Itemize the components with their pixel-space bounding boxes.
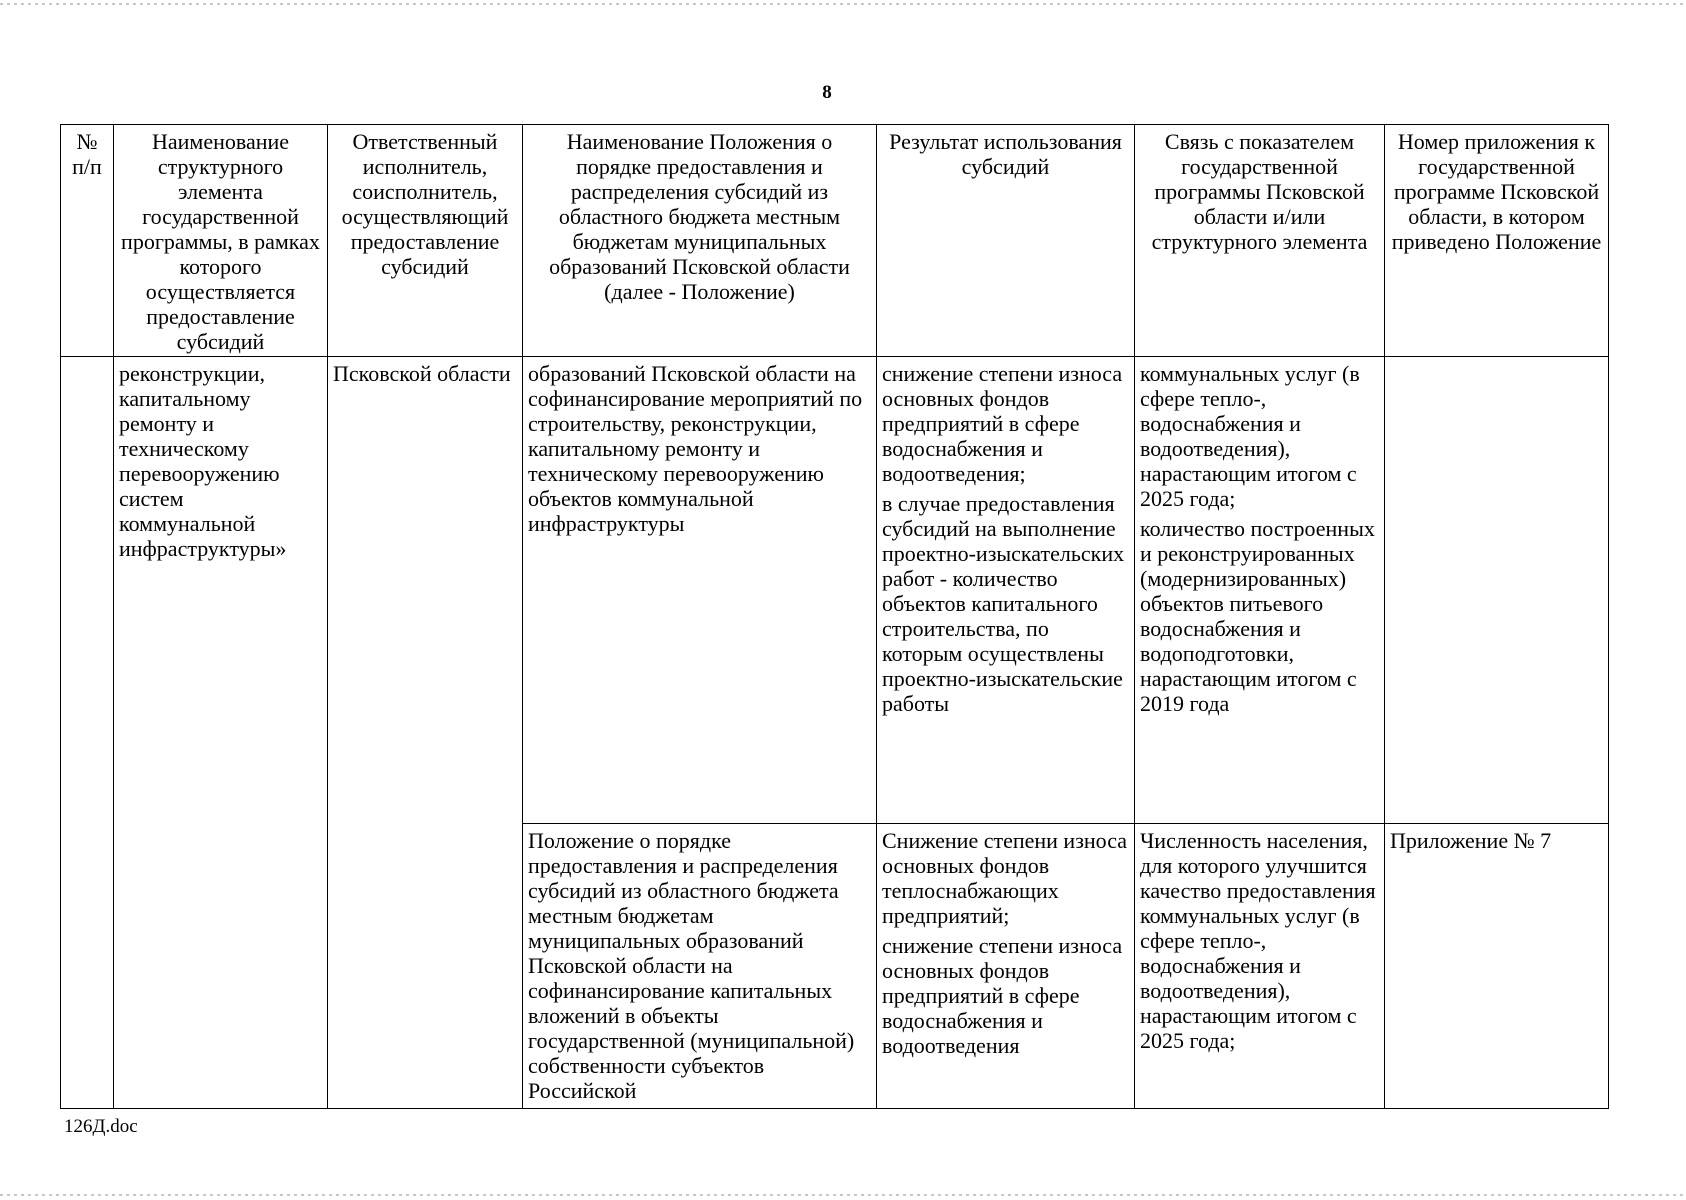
cell-regulation: образований Псковской области на софинансирование мероприятий по строительству, реконструкции, капитальному ремонту и техническому перевооружению объектов коммунальной инфраструктуры (523, 357, 877, 824)
footer-filename: 126Д.doc (64, 1116, 138, 1137)
table-header-row (61, 125, 1609, 357)
cell-executor: Псковской области (328, 357, 523, 1109)
cell-annex (1385, 357, 1609, 824)
indicator-text: коммунальных услуг (в сфере тепло-, водоснабжения и водоотведения), нарастающим итогом с 2025 года; (1140, 361, 1360, 511)
result-text: в случае предоставления субсидий на выполнение проектно-изыскательских работ - количество объектов капитального строительства, по которым осуществлены проектно-изыскательские работы (882, 491, 1125, 716)
header-structural-element: Наименование структурного элемента государственной программы, в рамках которого осуществляется предоставление субсидий (114, 125, 328, 357)
header-regulation-name: Наименование Положения о порядке предоставления и распределения субсидий из областного бюджета местным бюджетам муниципальных образований Псковской области (далее - Положение) (523, 125, 877, 357)
result-text: снижение степени износа основных фондов предприятий в сфере водоснабжения и водоотведения (882, 933, 1123, 1058)
table-row (61, 357, 1609, 824)
header-number: № п/п (61, 125, 114, 357)
scan-edge-top (0, 3, 1686, 5)
subsidy-table (60, 124, 1609, 1109)
header-result: Результат использования субсидий (877, 125, 1135, 357)
cell-number (61, 357, 114, 1109)
header-executor: Ответственный исполнитель, соисполнитель, осуществляющий предоставление субсидий (328, 125, 523, 357)
indicator-text: Численность населения, для которого улучшится качество предоставления коммунальных услуг (в сфере тепло-, водоснабжения и водоотведения), нарастающим итогом с 2025 года; (1140, 828, 1376, 1053)
header-indicator-link: Связь с показателем государственной программы Псковской области и/или структурного элемента (1135, 125, 1385, 357)
indicator-text: количество построенных и реконструированных (модернизированных) объектов питьевого водоснабжения и водоподготовки, нарастающим итогом с 2019 года (1140, 516, 1375, 716)
cell-result (877, 357, 1135, 824)
cell-indicator (1135, 357, 1385, 824)
cell-indicator (1135, 824, 1385, 1109)
cell-regulation: Положение о порядке предоставления и распределения субсидий из областного бюджета местным бюджетам муниципальных образований Псковской области на софинансирование капитальных вложений в объекты государственной (муниципальной) собственности субъектов Российской (523, 824, 877, 1109)
cell-structural-element: реконструкции, капитальному ремонту и техническому перевооружению систем коммунальной инфраструктуры» (114, 357, 328, 1109)
scan-edge-bottom (0, 1194, 1686, 1196)
cell-annex: Приложение № 7 (1385, 824, 1609, 1109)
page-number: 8 (822, 82, 832, 103)
cell-result (877, 824, 1135, 1109)
result-text: Снижение степени износа основных фондов теплоснабжающих предприятий; (882, 828, 1128, 928)
result-text: снижение степени износа основных фондов предприятий в сфере водоснабжения и водоотведения; (882, 361, 1123, 486)
header-annex-number: Номер приложения к государственной программе Псковской области, в котором приведено Положение (1385, 125, 1609, 357)
